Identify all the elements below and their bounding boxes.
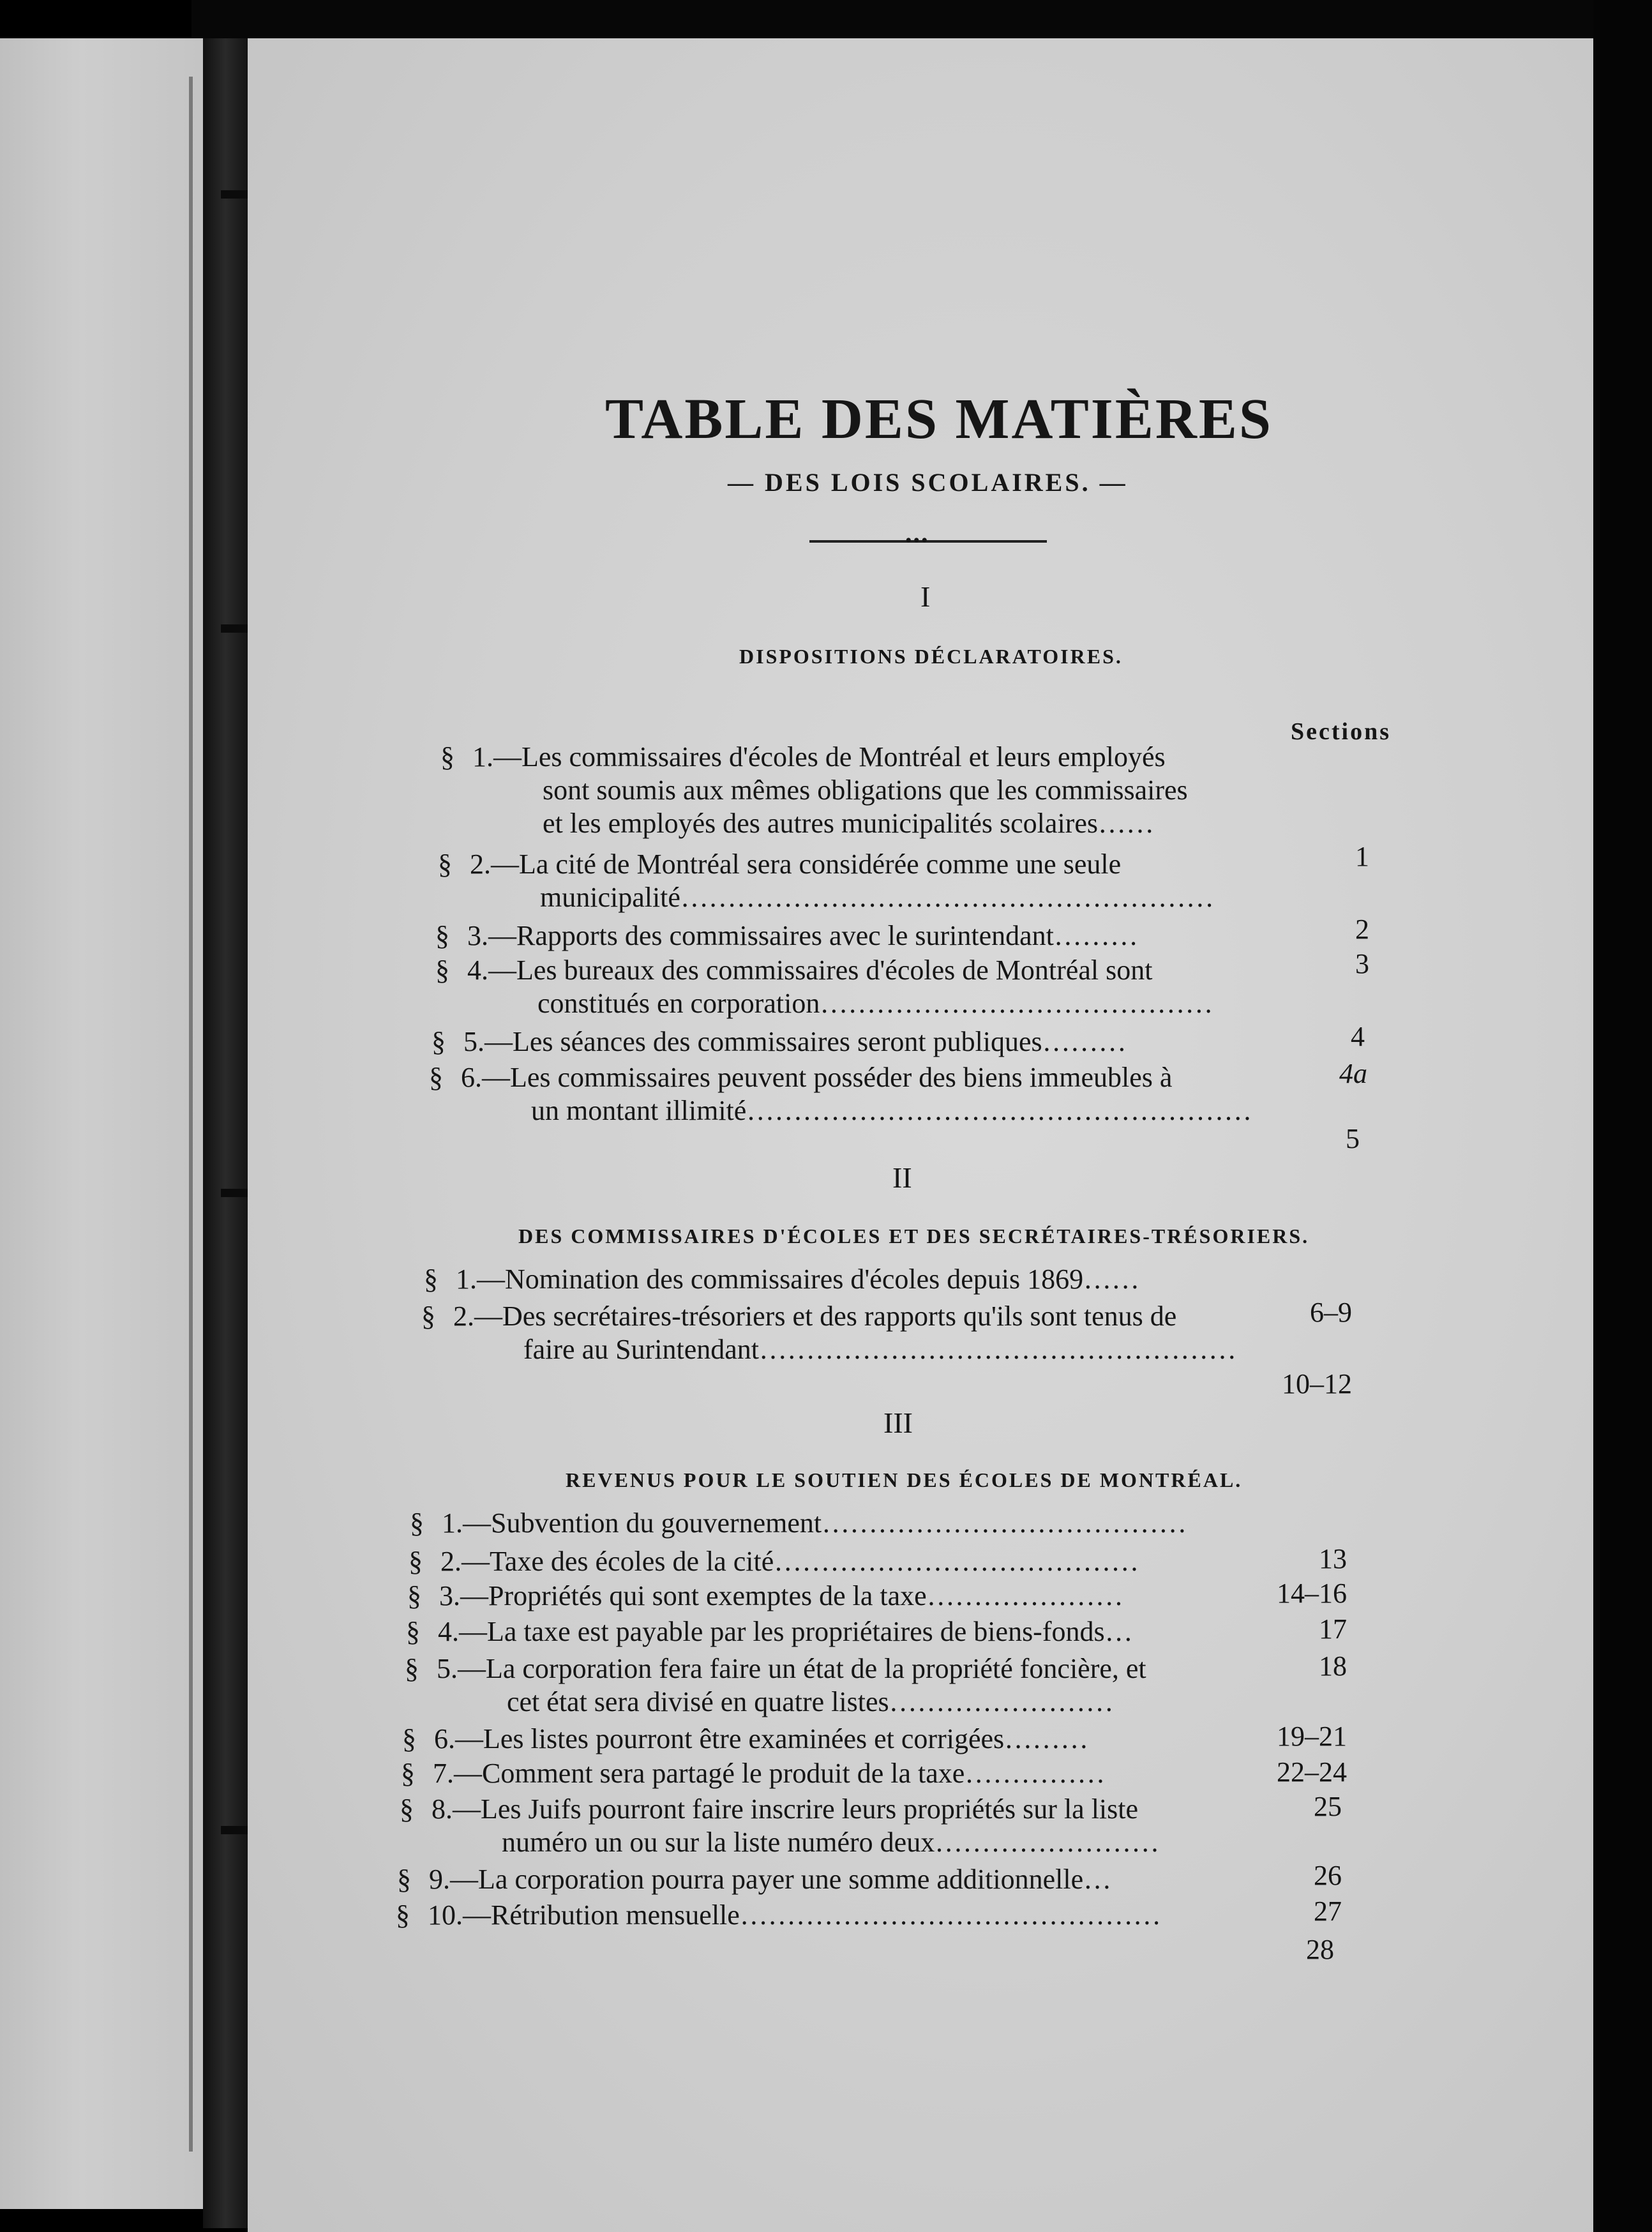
section-number: 17 (1319, 1613, 1347, 1645)
entry-line: 2.—La cité de Montréal sera considérée comme une seule (470, 848, 1122, 880)
part-numeral: II (892, 1161, 912, 1194)
entry-line: 5.—La corporation fera faire un état de la propriété foncière, et (437, 1653, 1146, 1684)
entry-line: et les employés des autres municipalités scolaires…… (543, 808, 1154, 839)
entry-line: sont soumis aux mêmes obligations que les commissaires (543, 774, 1188, 806)
section-symbol: § (409, 1546, 423, 1577)
section-symbol: § (397, 1864, 411, 1895)
section-number: 5 (1346, 1123, 1360, 1154)
section-symbol: § (406, 1616, 420, 1647)
section-number: 6–9 (1310, 1297, 1352, 1328)
section-number: 3 (1355, 948, 1369, 979)
section-symbol: § (396, 1899, 410, 1931)
scan-top-border (191, 0, 1596, 40)
entry-line: cet état sera divisé en quatre listes…………………… (507, 1686, 1114, 1717)
entry-line: 2.—Taxe des écoles de la cité………………………………… (440, 1546, 1139, 1577)
page-title: TABLE DES MATIÈRES (605, 388, 1273, 451)
entry-line: 5.—Les séances des commissaires seront publiques……… (463, 1026, 1127, 1057)
section-symbol: § (435, 920, 449, 951)
entry-line: constitués en corporation…………………………………… (537, 988, 1213, 1019)
entry-line: 1.—Les commissaires d'écoles de Montréal et leurs employés (472, 741, 1166, 773)
facing-page-edge (0, 38, 203, 2209)
section-number: 27 (1314, 1896, 1342, 1927)
facing-page-fold (189, 77, 193, 2152)
entry-line: 2.—Des secrétaires-trésoriers et des rapports qu'ils sont tenus de (453, 1301, 1177, 1332)
section-number: 22–24 (1277, 1756, 1347, 1788)
section-symbol: § (410, 1507, 424, 1539)
entry-line: 1.—Subvention du gouvernement………………………………… (442, 1507, 1187, 1539)
part-numeral: I (920, 580, 931, 613)
entry-line: 6.—Les listes pourront être examinées et corrigées……… (434, 1723, 1089, 1754)
section-number: 13 (1319, 1543, 1347, 1574)
scan-right-border (1593, 0, 1652, 2232)
entry-line: un montant illimité……………………………………………… (531, 1095, 1252, 1126)
section-number: 14–16 (1277, 1578, 1347, 1609)
entry-line: 6.—Les commissaires peuvent posséder des biens immeubles à (461, 1062, 1173, 1093)
entry-line: 7.—Comment sera partagé le produit de la taxe…………… (433, 1758, 1106, 1789)
entry-line: 8.—Les Juifs pourront faire inscrire leurs propriétés sur la liste (432, 1793, 1139, 1825)
section-symbol: § (440, 741, 454, 773)
section-symbol: § (435, 954, 449, 986)
part-heading: REVENUS POUR LE SOUTIEN DES ÉCOLES DE MONTRÉAL. (566, 1468, 1243, 1491)
section-symbol: § (432, 1026, 446, 1057)
entry-line: numéro un ou sur la liste numéro deux…………………… (502, 1827, 1160, 1858)
entry-line: 3.—Propriétés qui sont exemptes de la taxe………………… (439, 1580, 1123, 1611)
part-heading: DES COMMISSAIRES D'ÉCOLES ET DES SECRÉTAIRES-TRÉSORIERS. (518, 1225, 1310, 1248)
book-gutter (203, 38, 248, 2228)
section-number: 4 (1351, 1021, 1365, 1052)
section-symbol: § (421, 1301, 435, 1332)
section-number: 18 (1319, 1650, 1347, 1682)
section-number: 26 (1314, 1860, 1342, 1891)
entry-line: 1.—Nomination des commissaires d'écoles depuis 1869…… (456, 1263, 1140, 1295)
entry-line: faire au Surintendant…………………………………………… (523, 1334, 1236, 1365)
section-symbol: § (401, 1758, 415, 1789)
page-subtitle: — DES LOIS SCOLAIRES. — (728, 468, 1128, 497)
section-number: 2 (1355, 914, 1369, 945)
part-heading: DISPOSITIONS DÉCLARATOIRES. (739, 645, 1123, 668)
entry-line: 3.—Rapports des commissaires avec le surintendant……… (467, 920, 1138, 951)
section-number: 19–21 (1277, 1721, 1347, 1752)
entry-line: 4.—Les bureaux des commissaires d'écoles de Montréal sont (467, 954, 1153, 986)
section-symbol: § (400, 1793, 414, 1825)
section-symbol: § (438, 848, 452, 880)
entry-line: 10.—Rétribution mensuelle……………………………………… (428, 1899, 1161, 1931)
section-number: 4a (1339, 1058, 1367, 1089)
entry-line: 4.—La taxe est payable par les propriétaires de biens-fonds… (438, 1616, 1133, 1647)
section-number: 28 (1306, 1934, 1334, 1965)
entry-line: 9.—La corporation pourra payer une somme additionnelle… (429, 1864, 1112, 1895)
section-symbol: § (424, 1263, 438, 1295)
section-number: 10–12 (1282, 1368, 1352, 1399)
part-numeral: III (883, 1406, 913, 1439)
section-symbol: § (402, 1723, 416, 1754)
section-symbol: § (407, 1580, 421, 1611)
ornamental-rule-dots: ••• (905, 530, 929, 551)
section-number: 1 (1355, 841, 1369, 872)
section-symbol: § (429, 1062, 443, 1093)
section-symbol: § (405, 1653, 419, 1684)
section-number: 25 (1314, 1791, 1342, 1822)
entry-line: municipalité………………………………………………… (540, 882, 1214, 913)
sections-column-label: Sections (1291, 718, 1391, 745)
